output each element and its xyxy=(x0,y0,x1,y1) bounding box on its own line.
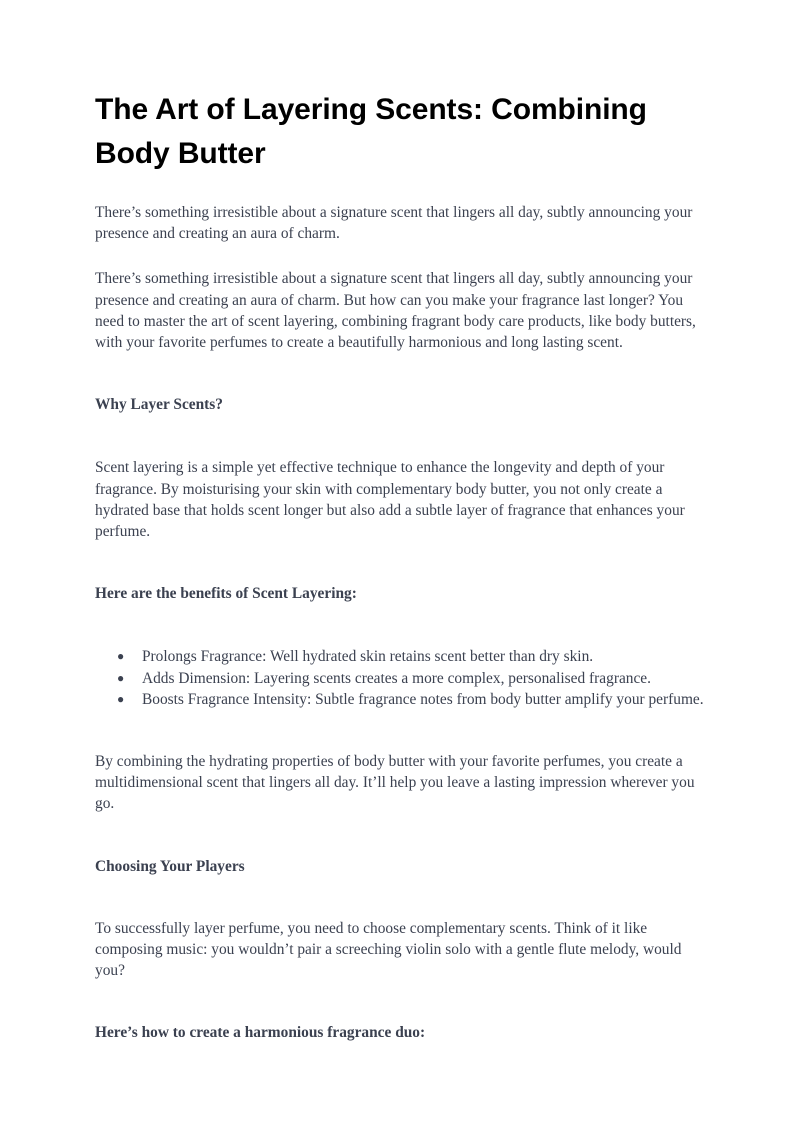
list-item xyxy=(95,646,705,667)
benefits-list xyxy=(95,646,705,710)
document-page xyxy=(95,88,705,1044)
page-title: The Art of Layering Scents: Combining Body Butter xyxy=(95,93,647,170)
list-item xyxy=(95,668,705,689)
benefits-heading: Here are the benefits of Scent Layering: xyxy=(95,585,357,603)
choosing-players-heading: Choosing Your Players xyxy=(95,857,245,875)
intro-short-paragraph: There’s something irresistible about a signature scent that lingers all day, subtly announcing your presence and creating an aura of charm. xyxy=(95,204,693,243)
bullet-icon: ● xyxy=(117,670,125,685)
list-item xyxy=(95,689,705,710)
fragrance-duo-heading: Here’s how to create a harmonious fragrance duo: xyxy=(95,1024,426,1042)
bullet-icon: ● xyxy=(117,649,125,664)
choosing-players-paragraph: To successfully layer perfume, you need to choose complementary scents. Think of it like composing music: you wouldn’t pair a screeching violin solo with a gentle flute melody, would you? xyxy=(95,919,682,980)
list-item-text: Boosts Fragrance Intensity: Subtle fragrance notes from body butter amplify your perfume. xyxy=(142,690,704,708)
why-layer-paragraph: Scent layering is a simple yet effective technique to enhance the longevity and depth of your fragrance. By moisturising your skin with complementary body butter, you not only create a hydrated base that holds scent longer but also add a subtle layer of fragrance that enhances your perfume. xyxy=(95,459,685,541)
list-item-text: Prolongs Fragrance: Well hydrated skin retains scent better than dry skin. xyxy=(142,648,594,666)
intro-long-paragraph: There’s something irresistible about a signature scent that lingers all day, subtly announcing your presence and creating an aura of charm. But how can you make your fragrance last longer? You need to master the art of scent layering, combining fragrant body care products, like body butters, with your favorite perfumes to create a beautifully harmonious and long lasting scent. xyxy=(95,270,696,352)
benefits-closing-paragraph: By combining the hydrating properties of body butter with your favorite perfumes, you create a multidimensional scent that lingers all day. It’ll help you leave a lasting impression wherever you go. xyxy=(95,753,695,813)
why-layer-heading: Why Layer Scents? xyxy=(95,396,223,414)
list-item-text: Adds Dimension: Layering scents creates a more complex, personalised fragrance. xyxy=(142,669,651,687)
bullet-icon: ● xyxy=(117,691,125,706)
